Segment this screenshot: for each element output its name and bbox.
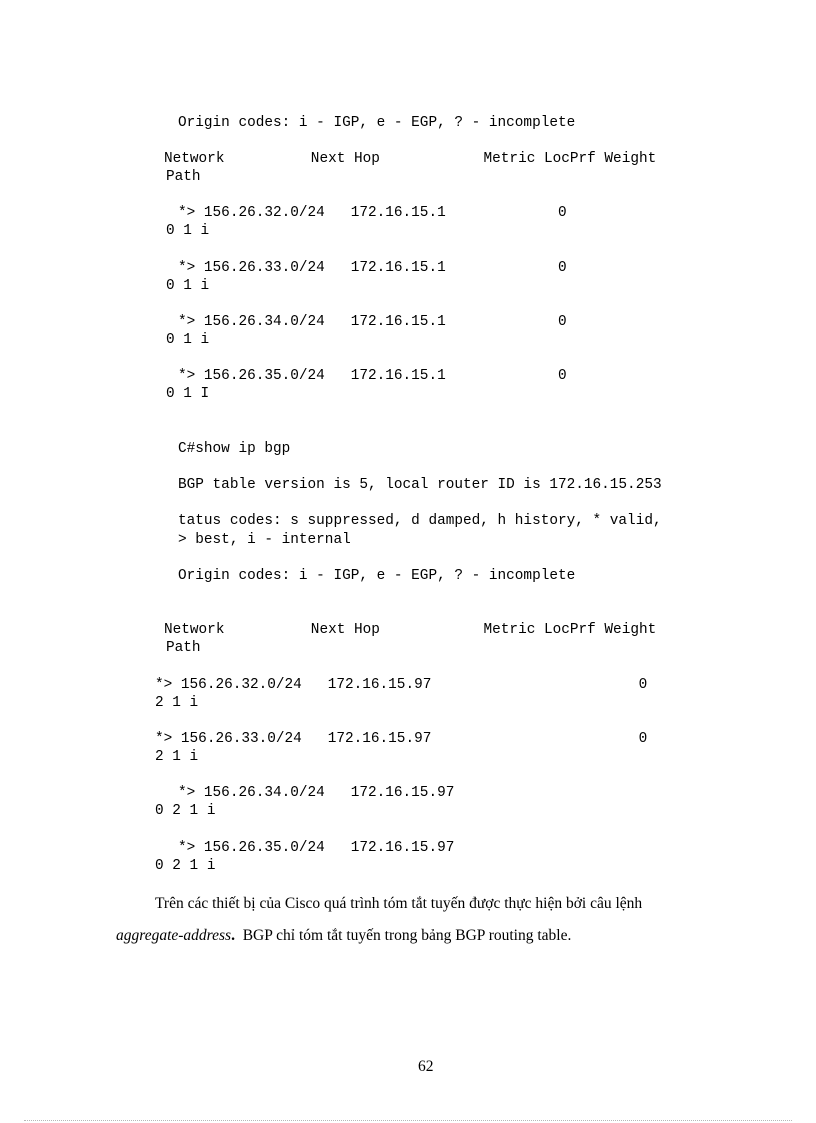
table-header-path-1: Path <box>166 169 201 185</box>
paragraph-line2 <box>116 926 571 946</box>
route-row-path: 2 1 i <box>155 749 199 765</box>
aggregate-address-term: aggregate-address <box>116 927 232 944</box>
route-row: *> 156.26.33.0/24 172.16.15.97 0 <box>155 731 648 747</box>
status-codes-line2: > best, i - internal <box>178 532 351 548</box>
page-number: 62 <box>418 1058 434 1075</box>
show-ip-bgp-command: C#show ip bgp <box>178 441 291 457</box>
route-row-path: 2 1 i <box>155 695 199 711</box>
route-row: *> 156.26.34.0/24 172.16.15.1 0 <box>178 314 567 330</box>
table-header-2: Network Next Hop Metric LocPrf Weight <box>164 622 657 638</box>
route-row: *> 156.26.35.0/24 172.16.15.1 0 <box>178 368 567 384</box>
table-header-1: Network Next Hop Metric LocPrf Weight <box>164 151 657 167</box>
paragraph-dot: . <box>231 927 235 944</box>
paragraph-line1: Trên các thiết bị của Cisco quá trình tóm tắt tuyến được thực hiện bởi câu lệnh <box>155 895 643 912</box>
origin-codes-1: Origin codes: i - IGP, e - EGP, ? - incomplete <box>178 115 576 131</box>
route-row-path: 0 1 I <box>166 386 210 402</box>
route-row: *> 156.26.32.0/24 172.16.15.97 0 <box>155 677 648 693</box>
route-row: *> 156.26.34.0/24 172.16.15.97 <box>178 785 455 801</box>
route-row-path: 0 1 i <box>166 278 210 294</box>
route-row: *> 156.26.33.0/24 172.16.15.1 0 <box>178 260 567 276</box>
origin-codes-2: Origin codes: i - IGP, e - EGP, ? - incomplete <box>178 568 576 584</box>
status-codes-line1: tatus codes: s suppressed, d damped, h history, * valid, <box>178 513 662 529</box>
bgp-table-version: BGP table version is 5, local router ID is 172.16.15.253 <box>178 477 662 493</box>
route-row-path: 0 2 1 i <box>155 858 216 874</box>
table-header-path-2: Path <box>166 640 201 656</box>
route-row: *> 156.26.32.0/24 172.16.15.1 0 <box>178 205 567 221</box>
route-row-path: 0 2 1 i <box>155 803 216 819</box>
route-row: *> 156.26.35.0/24 172.16.15.97 <box>178 840 455 856</box>
route-row-path: 0 1 i <box>166 223 210 239</box>
route-row-path: 0 1 i <box>166 332 210 348</box>
page-bottom-divider <box>24 1120 792 1121</box>
paragraph-rest: BGP chỉ tóm tắt tuyến trong bảng BGP routing table. <box>234 927 572 944</box>
